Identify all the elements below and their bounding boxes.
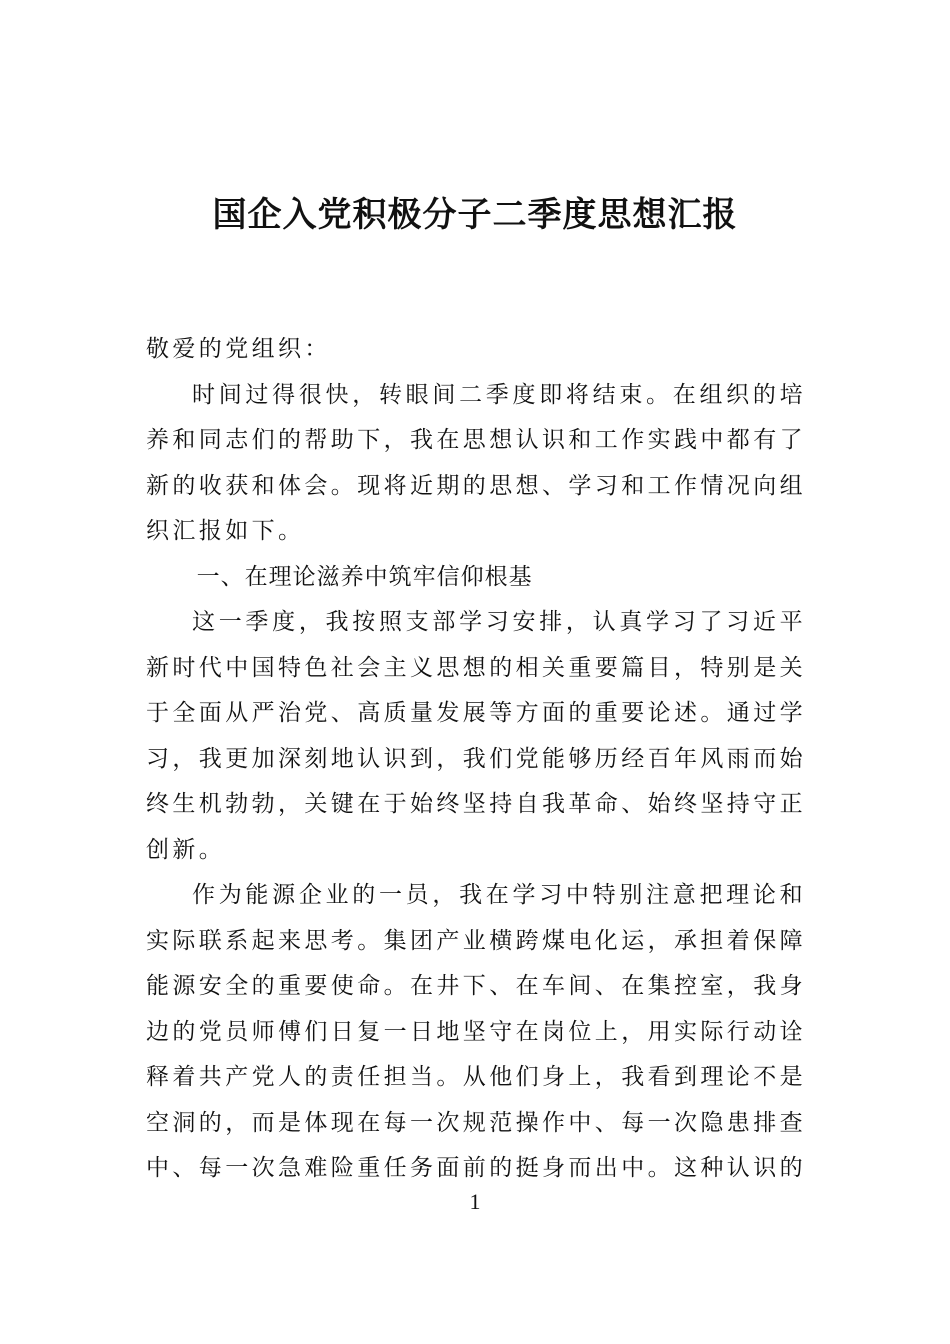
page-number: 1	[469, 1189, 481, 1214]
section-paragraph: 这一季度，我按照支部学习安排，认真学习了习近平新时代中国特色社会主义思想的相关重要篇目，特别是关于全面从严治党、高质量发展等方面的重要论述。通过学习，我更加深刻地认识到，我们党能够历经百年风雨而始终生机勃勃，关键在于始终坚持自我革命、始终坚持守正创新。	[146, 609, 806, 863]
document-body	[146, 327, 806, 1192]
document-title: 国企入党积极分子二季度思想汇报	[212, 195, 738, 235]
intro-paragraph: 时间过得很快，转眼间二季度即将结束。在组织的培养和同志们的帮助下，我在思想认识和工作实践中都有了新的收获和体会。现将近期的思想、学习和工作情况向组织汇报如下。	[146, 381, 806, 544]
salutation: 敬爱的党组织：	[146, 336, 331, 362]
section-paragraph: 作为能源企业的一员，我在学习中特别注意把理论和实际联系起来思考。集团产业横跨煤电化运，承担着保障能源安全的重要使命。在井下、在车间、在集控室，我身边的党员师傅们日复一日地坚守在岗位上，用实际行动诠释着共产党人的责任担当。从他们身上，我看到理论不是空洞的，而是体现在每一次规范操作中、每一次隐患排查中、每一次急难险重任务面前的挺身而出中。这种认识的	[146, 882, 806, 1181]
section-heading: 一、在理论滋养中筑牢信仰根基	[196, 563, 533, 590]
